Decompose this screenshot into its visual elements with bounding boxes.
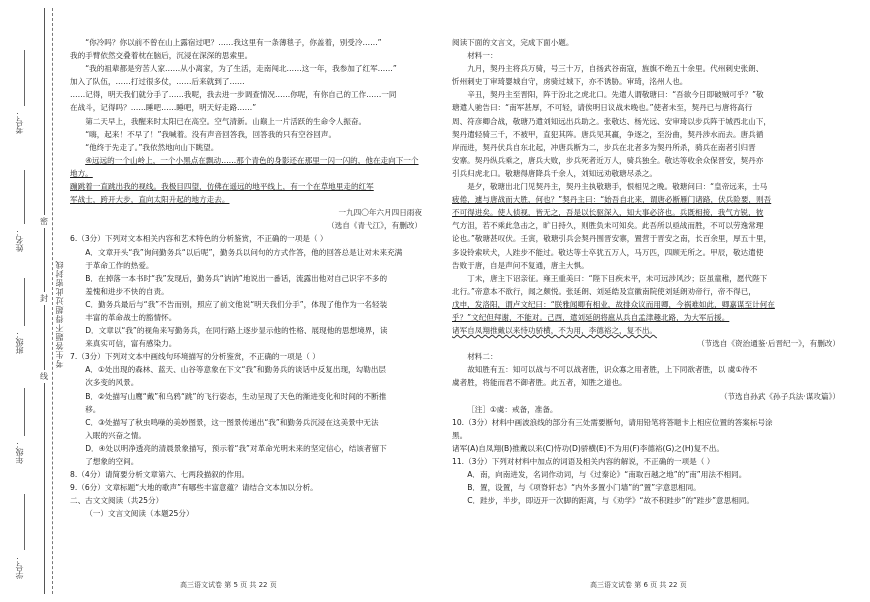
source-line: （节选自《资治通鉴·后晋纪一》，有删改） [697, 339, 840, 349]
binding-margin [0, 0, 64, 602]
seal-notice: 考生答题不得超过此密封线 [55, 260, 64, 368]
note-line: ［注］①虞：戒备，准备。 [467, 404, 558, 414]
option-line: 了想象的空间。 [85, 457, 139, 466]
text-line: 丁未，唐主下诏亲征。雍王重美曰：“陛下目疾未平，未可远涉风沙；臣虽童稚，愿代陛下 [467, 273, 768, 283]
subsection-heading: （一）文言文阅读（本题25分） [85, 509, 194, 519]
source-line: （选自《青弋江》，有删改） [327, 221, 422, 231]
seal-char-1: 密 [40, 217, 48, 226]
date-line: 一九四〇年六月四日雨夜 [338, 208, 422, 218]
option-line: C．跬步，半步，即迈开一次脚的距离，与《劝学》“故不积跬步”的“跬步”意思相同。 [467, 496, 755, 506]
text-line: 忻州刺史丁审琦婴城自守，虏骑过城下，亦不诱胁。审琦，洺州人也。 [452, 77, 688, 87]
option-line: A．南，向南进发，名词作动词，与《过秦论》“南取百越之地”的“南”用法不相同。 [467, 470, 747, 480]
right-page-column [452, 36, 840, 507]
text-line: 岸而进，契丹伏兵自东北起，冲唐兵断为二，步兵在北者多为契丹所杀，骑兵在南者引归晋 [452, 142, 756, 152]
student-number-blank [24, 494, 26, 550]
text-line: 第二天早上，我醒来时太阳已在高空。空气清新。山巅上一片活跃的生命令人振奋。 [85, 116, 367, 126]
text-line: “我的祖辈都是穷苦人家……从小离家，为了生活，走南闯北……这一年，我参加了红军……” [85, 64, 397, 74]
option-line: 丰富的革命战士的豁情怀。 [85, 312, 177, 322]
class-label: 班级： [15, 330, 24, 354]
underlined-text-line: 戊申，发洛阳，谓卢文纪曰：“朕雅闻卿有相业，故排众议而用卿，今祸难如此，卿嘉谋至计何在 [452, 299, 775, 309]
grade-label: 年级： [15, 440, 24, 464]
question-6: 6.（3分）下列对文本相关内容和艺术特色的分析鉴赏，不正确的一项是（ ） [70, 234, 328, 244]
question-10: 10.（3分）材料中画波浪线的部分有三处需要断句，请用铅笔将答题卡上相应位置的答案标号涂 [452, 417, 773, 427]
option-line: 来真实可信，富有感染力。 [85, 339, 177, 349]
question-11: 11.（3分）下列对材料中加点的词语及相关内容的解说，不正确的一项是（ ） [452, 457, 715, 466]
text-line: 告败于唐，自是声问不复通，唐主大惧。 [452, 260, 589, 270]
option-line: B．②处描写山鹰“戴”和乌鸦“跳”的飞行姿态，生动呈现了天色的渐进变化和时间的不断推 [85, 391, 387, 401]
text-line: 加入了队伍，……打过很多仗，……后来就到了…… [70, 77, 245, 87]
text-line: 我的手臂依然交叠着枕在脑后，沉浸在深深的思索里。 [70, 51, 253, 61]
option-line: 次多变的风景。 [85, 378, 139, 388]
seal-dashed-line [52, 8, 53, 594]
option-line: 于革命工作的热爱。 [85, 260, 154, 270]
text-line: 虞者胜，将能而君不御者胜。此五者，知胜之道也。 [452, 378, 627, 388]
text-line: 是夕，敬瑭出北门见契丹主，契丹主执敬瑭手，恨相见之晚。敬瑭问曰：“皇帝远来，士马 [467, 182, 768, 192]
material-label: 材料一： [467, 51, 498, 61]
option-line: 羞愧和进步不快的自责。 [85, 286, 169, 296]
instruction-line: 阅读下面的文言文，完成下面小题。 [452, 38, 574, 47]
text-line: 北行。”帝意本不欲行，闻之颇悦。张延朗、刘延皓及宣徽南院使刘延朗劝帝行，帝不得已， [452, 286, 756, 296]
wavy-underlined-line: 诸军自凤翔推戴以来恃功骄横，不为用，李德裕之，复不出。 [452, 326, 658, 336]
question-9: 9.（6分）文章标题“大地的歌声”有哪些丰富意蕴？请结合文本加以分析。 [70, 483, 318, 493]
material-label: 材料二： [467, 352, 498, 362]
exam-number-blank [24, 50, 26, 106]
underlined-text-line: 不可得进矣。使人侦视，皆无之，吾是以长驱深入，知大事必济也。兵既相接，我气方锐，彼 [452, 208, 764, 218]
seal-char-2: 封 [40, 294, 48, 303]
text-line: 安寨。契丹纵兵乘之，唐兵大败，步兵死者近万人，骑兵独全。敬达等收余众保晋安，契丹亦 [452, 155, 764, 165]
student-number-label: 学号： [15, 555, 24, 579]
text-line: 九月，契丹主将兵万骑，号三十万，自扬武谷南寇，旌旗不绝五十余里。代州刺史张朗、 [467, 64, 764, 74]
option-line: 入眠的兴奋之情。 [85, 430, 146, 440]
text-line: 瑭遣人驰告曰：“南军甚厚，不可轻，请俟明日议战未晚也。”使者未至，契丹已与唐将高行 [452, 103, 753, 113]
page-footer-left: 高三语文试卷 第 5 页 共 22 页 [180, 581, 277, 589]
seal-char-3: 线 [40, 372, 48, 381]
text-line: 引兵归虎北口。敬瑭得唐降兵千余人，刘知远劝敬瑭尽杀之。 [452, 168, 658, 178]
underlined-text-line: 蹦跳着一直跳出我的视线。我极目四望，仿佛在遥远的地平线上，有一个在草地里走的红军 [70, 182, 374, 192]
section-heading: 二、古文文阅读（共25分） [70, 496, 164, 506]
grade-blank [24, 388, 26, 436]
text-line: 故知胜有五：知可以战与不可以战者胜，识众寡之用者胜，上下同欲者胜，以 虞①待不 [467, 365, 758, 375]
left-page-column [70, 36, 422, 520]
name-label: 姓名： [15, 228, 24, 252]
option-line: A．文章开头“我”询问勤务兵“以后呢”，勤务兵以问句的方式作答，他的回答总是让对未来充满 [85, 247, 403, 257]
option-line: B．置，设置，与《项脊轩志》“内外多置小门墙”的“置”字意思相同。 [467, 483, 701, 493]
page-footer-right: 高三语文试卷 第 6 页 共 22 页 [590, 581, 687, 589]
text-line: “他终于先走了。”我依然地向山下眺望。 [85, 142, 219, 152]
underlined-text-line: ④远远的一个山岭上，一个小黑点在飘动……那个青色的身影还在那里一闪一闪的，他在走向下一个地方。 [70, 155, 419, 178]
exam-number-label: 考号： [15, 110, 24, 134]
underlined-text-line: 乎？”文纪但拜谢，不能对。己酉，遣刘延朗将扈从兵自孟津趣北路，为大军后援。 [452, 312, 730, 322]
underlined-text-line: 军战士，跨开大步，直向太阳升起的地方走去。 [70, 195, 230, 205]
question-7: 7.（3分）下列对文本中画线句环境描写的分析鉴赏，不正确的一项是（ ） [70, 352, 320, 362]
text-line: 周、符彦卿合战，敬瑭乃遣刘知远出兵助之。张敬达、杨光远、安审琦以步兵阵于城西北山下， [452, 116, 771, 126]
answer-options-line: 诸军(A)自凤翔(B)推戴以来(C)恃功(D)骄横(E)不为用(F)李德裕(G)之(H)复不出。 [452, 443, 724, 453]
class-blank [24, 278, 26, 326]
name-blank [24, 170, 26, 224]
option-line: A．①处出现的森林、蓝天、山谷等意象在下文“我”和勤务兵的谈话中反复出现，勾勒出层 [85, 365, 387, 375]
question-8: 8.（4分）请简要分析文章第六、七两段描叙的作用。 [70, 470, 250, 480]
text-line: 辛丑，契丹主至晋阳，阵于汾北之虎北口。先遣人谓敬瑭曰：“吾欲今日即破贼可乎？”敬 [467, 90, 764, 100]
text-line: ……记得，明天我们就分手了……我呢，我去进一步调查情况……你呢，有你自己的工作……一同 [70, 90, 397, 100]
option-line: C．③处描写了秋虫鸣噪的美妙图景，这一图景传递出“我”和勤务兵沉浸在这美景中无法 [85, 417, 379, 427]
text-line: “嗨，起来！不早了！”我喊着。没有声音回答我，回答我的只有空谷回声。 [85, 129, 337, 139]
text-line: 在战斗，记得吗？……睡吧……睡吧，明天好走路……” [70, 103, 257, 113]
text-line: “你冷吗？你以前不曾在山上露宿过吧？……我这里有一条薄毯子，你盖着，别受冷……” [85, 38, 382, 47]
option-line: D．④处以明净透亮的清晨景象描写，预示着“我”对革命光明未来的坚定信心，结该者留下 [85, 443, 387, 453]
option-line: B．在掉落一本书时“我”发现后，勤务兵“讷讷”地说出一番话，流露出他对自己识字不多的 [85, 273, 388, 283]
text-line: 多设铃索吠犬，人跬步不能过。敬达等士卒犹五万人，马万匹，四顾无所之。甲辰，敬达遣使 [452, 247, 764, 257]
text-line: 契丹遣轻骑三千，不被甲，直犯其阵。唐兵见其羸，争逐之，至汾曲，契丹涉水而去。唐兵循 [452, 129, 764, 139]
option-line: D．文章以“我”的视角来写勤务兵，在同行路上逐步显示他的性格、展现他的思想境界，读 [85, 326, 388, 336]
text-line: 气方沮，若不乘此急击之，旷日持久，则胜负未可知矣。此吾所以亟战而胜，不可以劳逸常理 [452, 221, 764, 231]
text-line: 黑。 [452, 430, 468, 440]
underlined-text-line: 疲倦，遽与唐战而大胜，何也？”契丹主曰：“始吾自北来，谓唐必断雁门诸路，伏兵险要，则吾 [452, 195, 772, 205]
text-line: 论也。”敬瑭甚叹伏。壬寅，敬瑭引兵会契丹围晋安寨，置营于晋安之南，长百余里，厚五十里， [452, 234, 772, 244]
option-line: C．勤务兵最后与“我”不告而别，照应了前文他说“明天我们分手”，体现了他作为一名轻装 [85, 299, 388, 309]
option-line: 移。 [85, 404, 101, 414]
source-line: （节选自孙武《孙子兵法·谋攻篇》） [719, 391, 840, 401]
